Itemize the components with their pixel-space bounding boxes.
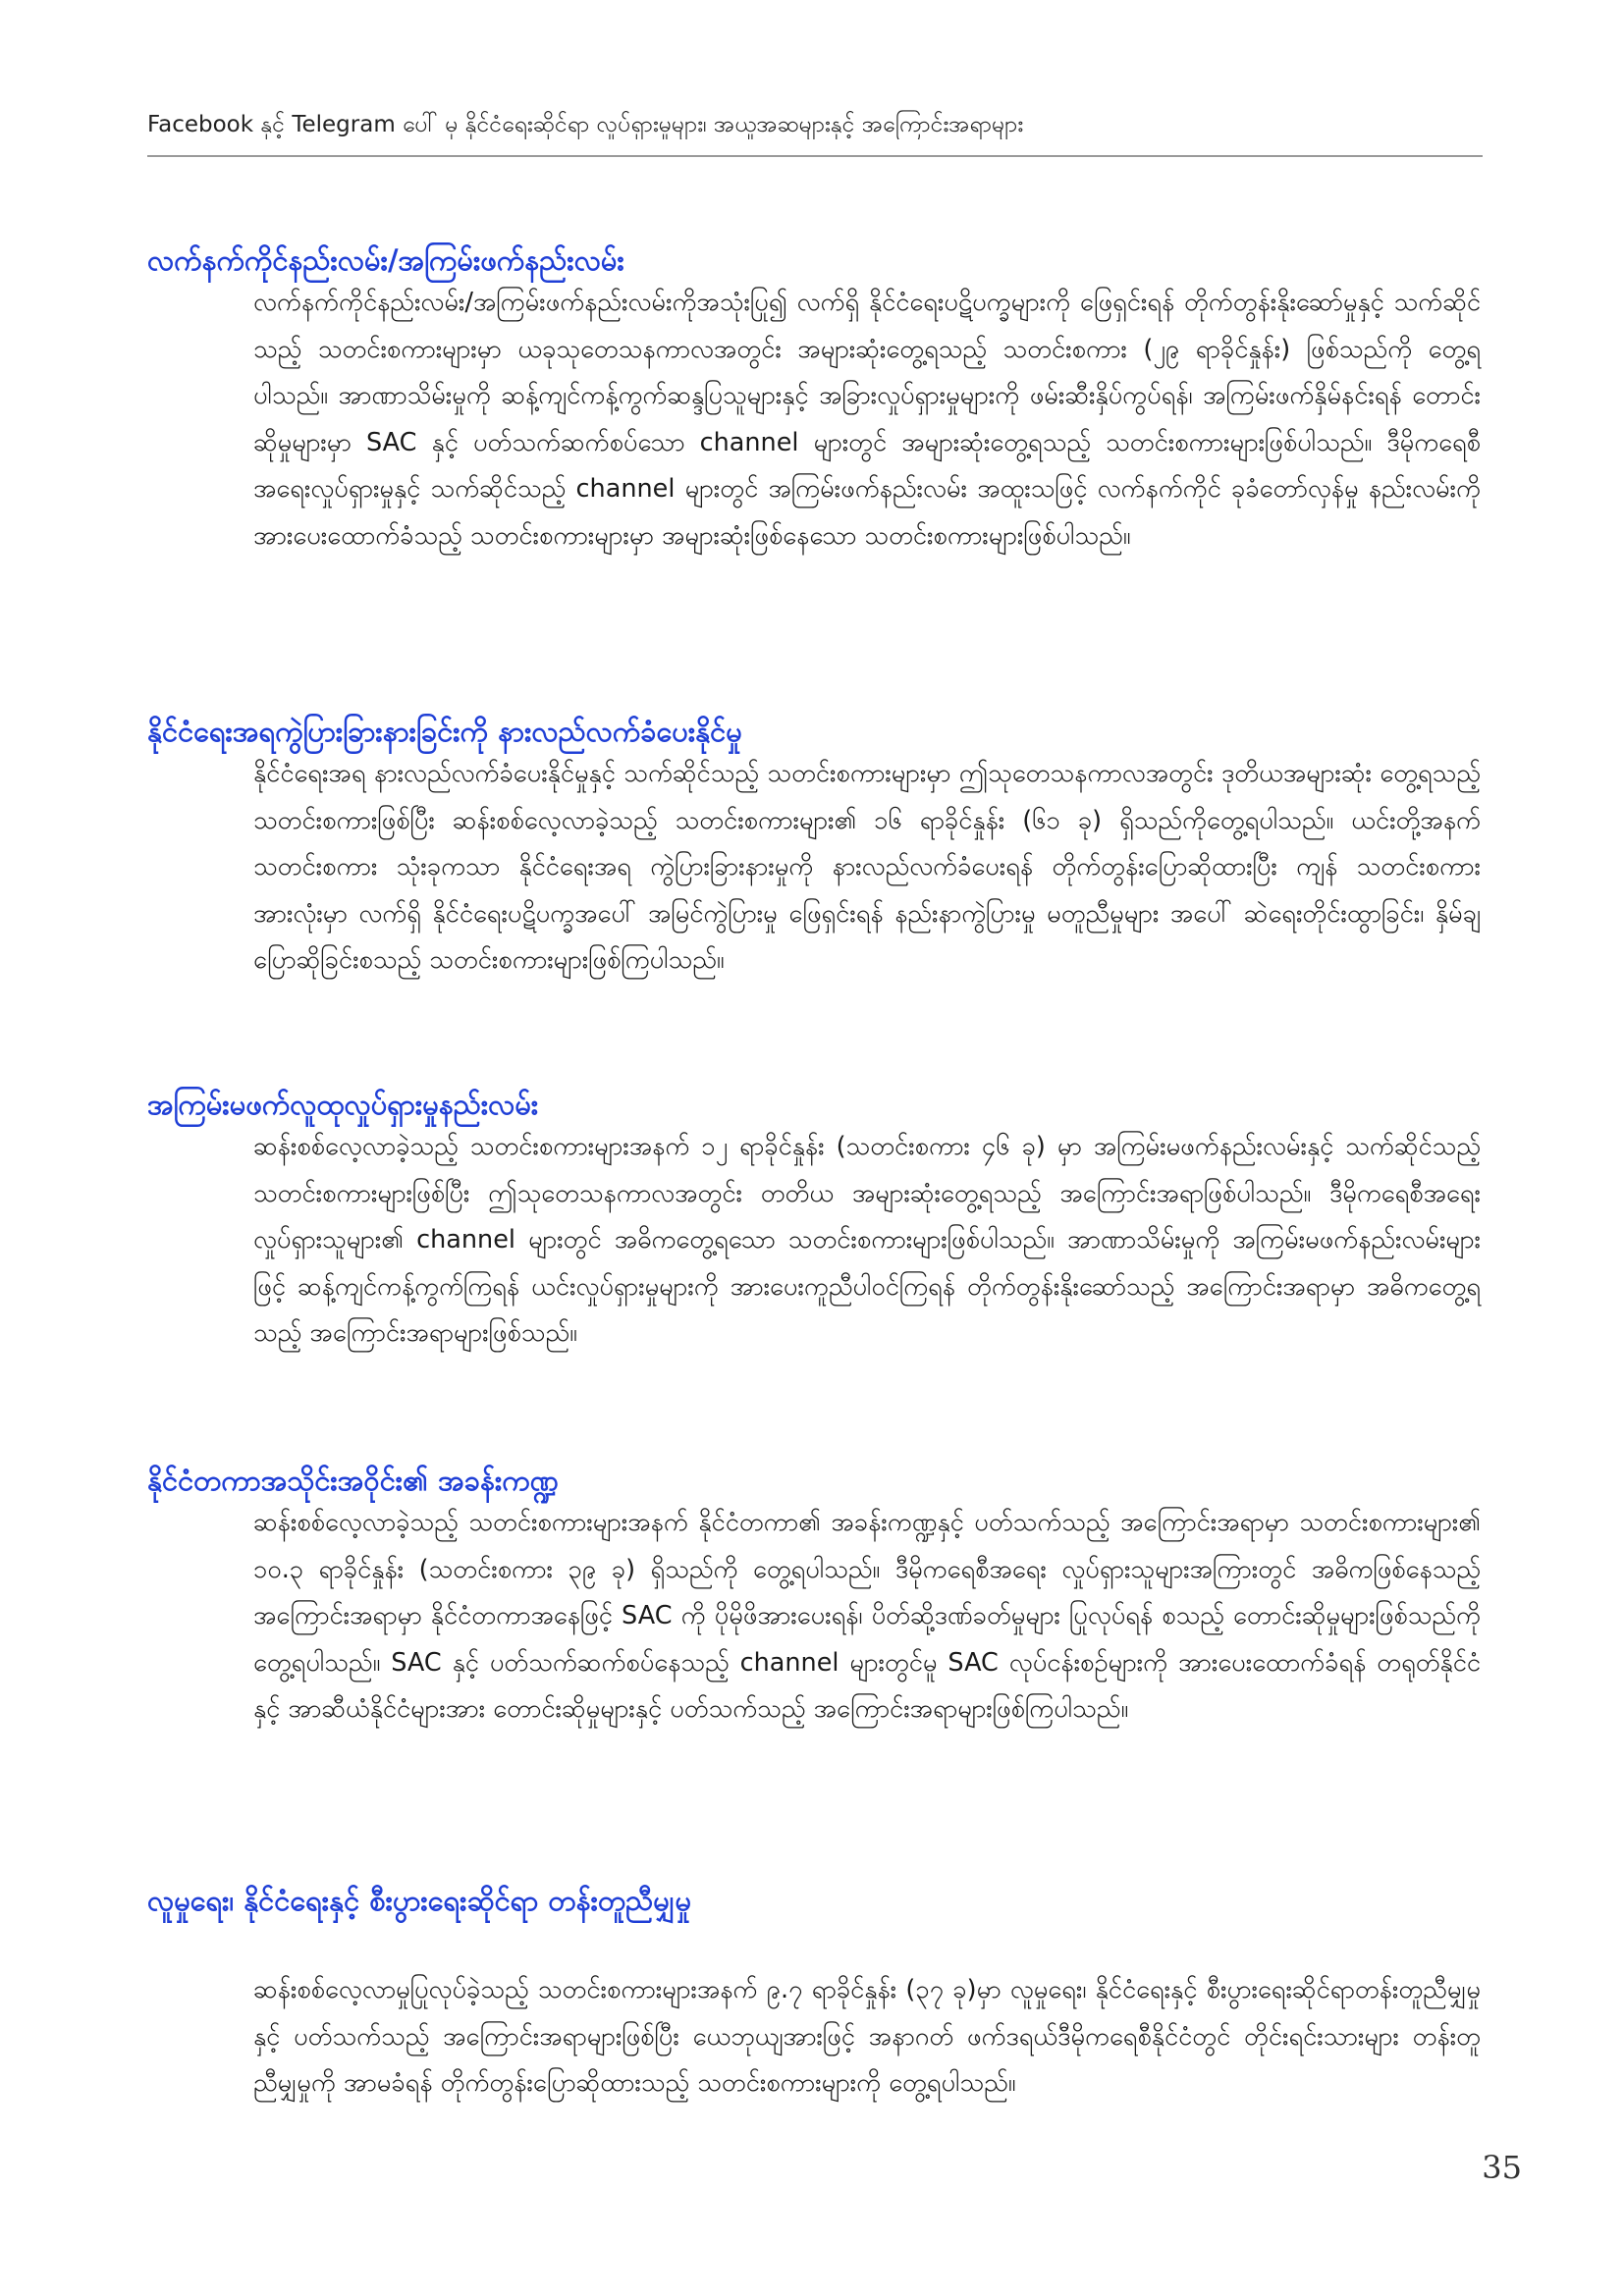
section-heading: နိုင်ငံတကာအသိုင်းအဝိုင်း၏ အခန်းကဏ္ဍ [147,1464,559,1497]
section-political-tolerance [147,712,1483,985]
running-header: Facebook နှင့် Telegram ပေါ် မှ နိုင်ငံရေးဆိုင်ရာ လှုပ်ရှားမှုများ၊ အယူအဆများနှင့် အကြောင်းအရာများ [147,112,1024,137]
section-heading: နိုင်ငံရေးအရကွဲပြားခြားနားခြင်းကို နားလည်လက်ခံပေးနိုင်မှု [147,715,742,748]
section-armed-struggle [147,240,1483,560]
section-heading: အကြမ်းမဖက်လူထုလှုပ်ရှားမှုနည်းလမ်း [147,1088,539,1121]
section-paragraph: လက်နက်ကိုင်နည်းလမ်း/အကြမ်းဖက်နည်းလမ်းကိုအသုံးပြု၍ လက်ရှိ နိုင်ငံရေးပဋိပက္ခများကို ဖြေရှင်းရန် တိုက်တွန်းနိုးဆော်မှုနှင့် သက်ဆိုင်သည့် သတင်းစကားများမှာ ယခုသုတေသနကာလအတွင်း အများဆုံးတွေ့ရသည့် သတင်းစကား (၂၉ ရာခိုင်နှုန်း) ဖြစ်သည်ကို တွေ့ရပါသည်။ အာဏာသိမ်းမှုကို ဆန့်ကျင်ကန့်ကွက်ဆန္ဒပြသူများနှင့် အခြားလှုပ်ရှားမှုများကို ဖမ်းဆီးနှိပ်ကွပ်ရန်၊ အကြမ်းဖက်နှိမ်နင်းရန် တောင်းဆိုမှုများမှာ SAC နှင့် ပတ်သက်ဆက်စပ်သော channel များတွင် အများဆုံးတွေ့ရသည့် သတင်းစကားများဖြစ်ပါသည်။ ဒီမိုကရေစီအရေးလှုပ်ရှားမှုနှင့် သက်ဆိုင်သည့် channel များတွင် အကြမ်းဖက်နည်းလမ်း အထူးသဖြင့် လက်နက်ကိုင် ခုခံတော်လှန်မှု နည်းလမ်းကို အားပေးထောက်ခံသည့် သတင်းစကားများမှာ အများဆုံးဖြစ်နေသော သတင်းစကားများဖြစ်ပါသည်။ [253,288,1481,551]
section-paragraph: ဆန်းစစ်လေ့လာခဲ့သည့် သတင်းစကားများအနက် ၁၂ ရာခိုင်နှုန်း (သတင်းစကား ၄၆ ခု) မှာ အကြမ်းမဖက်နည်းလမ်းနှင့် သက်ဆိုင်သည့် သတင်းစကားများဖြစ်ပြီး ဤသုတေသနကာလအတွင်း တတိယ အများဆုံးတွေ့ရသည့် အကြောင်းအရာဖြစ်ပါသည်။ ဒီမိုကရေစီအရေးလှုပ်ရှားသူများ၏ channel များတွင် အဓိကတွေ့ရသော သတင်းစကားများဖြစ်ပါသည်။ အာဏာသိမ်းမှုကို အကြမ်းမဖက်နည်းလမ်းများဖြင့် ဆန့်ကျင်ကန့်ကွက်ကြရန် ယင်းလှုပ်ရှားမှုများကို အားပေးကူညီပါဝင်ကြရန် တိုက်တွန်းနိုးဆော်သည့် အကြောင်းအရာမှာ အဓိကတွေ့ရသည့် အကြောင်းအရာများဖြစ်သည်။ [253,1132,1481,1348]
section-nonviolent-movement [147,1085,1483,1358]
section-heading: လူမှုရေး၊ နိုင်ငံရေးနှင့် စီးပွားရေးဆိုင်ရာ တန်းတူညီမျှမှု [147,1884,692,1917]
section-paragraph: ဆန်းစစ်လေ့လာခဲ့သည့် သတင်းစကားများအနက် နိုင်ငံတကာ၏ အခန်းကဏ္ဍနှင့် ပတ်သက်သည့် အကြောင်းအရာမှာ သတင်းစကားများ၏ ၁၀.၃ ရာခိုင်နှုန်း (သတင်းစကား ၃၉ ခု) ရှိသည်ကို တွေ့ရပါသည်။ ဒီမိုကရေစီအရေး လှုပ်ရှားသူများအကြားတွင် အဓိကဖြစ်နေသည့် အကြောင်းအရာမှာ နိုင်ငံတကာအနေဖြင့် SAC ကို ပိုမိုဖိအားပေးရန်၊ ပိတ်ဆို့ဒဏ်ခတ်မှုများ ပြုလုပ်ရန် စသည့် တောင်းဆိုမှုများဖြစ်သည်ကို တွေ့ရပါသည်။ SAC နှင့် ပတ်သက်ဆက်စပ်နေသည့် channel များတွင်မူ SAC လုပ်ငန်းစဉ်များကို အားပေးထောက်ခံရန် တရုတ်နိုင်ငံနှင့် အာဆီယံနိုင်ငံများအား တောင်းဆိုမှုများနှင့် ပတ်သက်သည့် အကြောင်းအရာများဖြစ်ကြပါသည်။ [253,1508,1481,1724]
header-divider [147,155,1483,157]
section-international-community [147,1461,1483,1734]
section-equality [147,1881,1483,2108]
section-heading: လက်နက်ကိုင်နည်းလမ်း/အကြမ်းဖက်နည်းလမ်း [147,243,624,277]
section-paragraph: ဆန်းစစ်လေ့လာမှုပြုလုပ်ခဲ့သည့် သတင်းစကားများအနက် ၉.၇ ရာခိုင်နှုန်း (၃၇ ခု)မှာ လူမှုရေး၊ နိုင်ငံရေးနှင့် စီးပွားရေးဆိုင်ရာတန်းတူညီမျှမှုနှင့် ပတ်သက်သည့် အကြောင်းအရာများဖြစ်ပြီး ယေဘုယျအားဖြင့် အနာဂတ် ဖက်ဒရယ်ဒီမိုကရေစီနိုင်ငံတွင် တိုင်းရင်းသားများ တန်းတူညီမျှမှုကို အာမခံရန် တိုက်တွန်းပြောဆိုထားသည့် သတင်းစကားများကို တွေ့ရပါသည်။ [253,1975,1481,2098]
page-number: 35 [1482,2149,1522,2186]
section-paragraph: နိုင်ငံရေးအရ နားလည်လက်ခံပေးနိုင်မှုနှင့် သက်ဆိုင်သည့် သတင်းစကားများမှာ ဤသုတေသနကာလအတွင်း ဒုတိယအများဆုံး တွေ့ရသည့် သတင်းစကားဖြစ်ပြီး ဆန်းစစ်လေ့လာခဲ့သည့် သတင်းစကားများ၏ ၁၆ ရာခိုင်နှုန်း (၆၁ ခု) ရှိသည်ကိုတွေ့ရပါသည်။ ယင်းတို့အနက် သတင်းစကား သုံးခုကသာ နိုင်ငံရေးအရ ကွဲပြားခြားနားမှုကို နားလည်လက်ခံပေးရန် တိုက်တွန်းပြောဆိုထားပြီး ကျန် သတင်းစကား အားလုံးမှာ လက်ရှိ နိုင်ငံရေးပဋိပက္ခအပေါ် အမြင်ကွဲပြားမှု ဖြေရှင်းရန် နည်းနာကွဲပြားမှု မတူညီမှုများ အပေါ် ဆဲရေးတိုင်းထွာခြင်း၊ နှိမ်ချပြောဆိုခြင်းစသည့် သတင်းစကားများဖြစ်ကြပါသည်။ [253,759,1481,975]
